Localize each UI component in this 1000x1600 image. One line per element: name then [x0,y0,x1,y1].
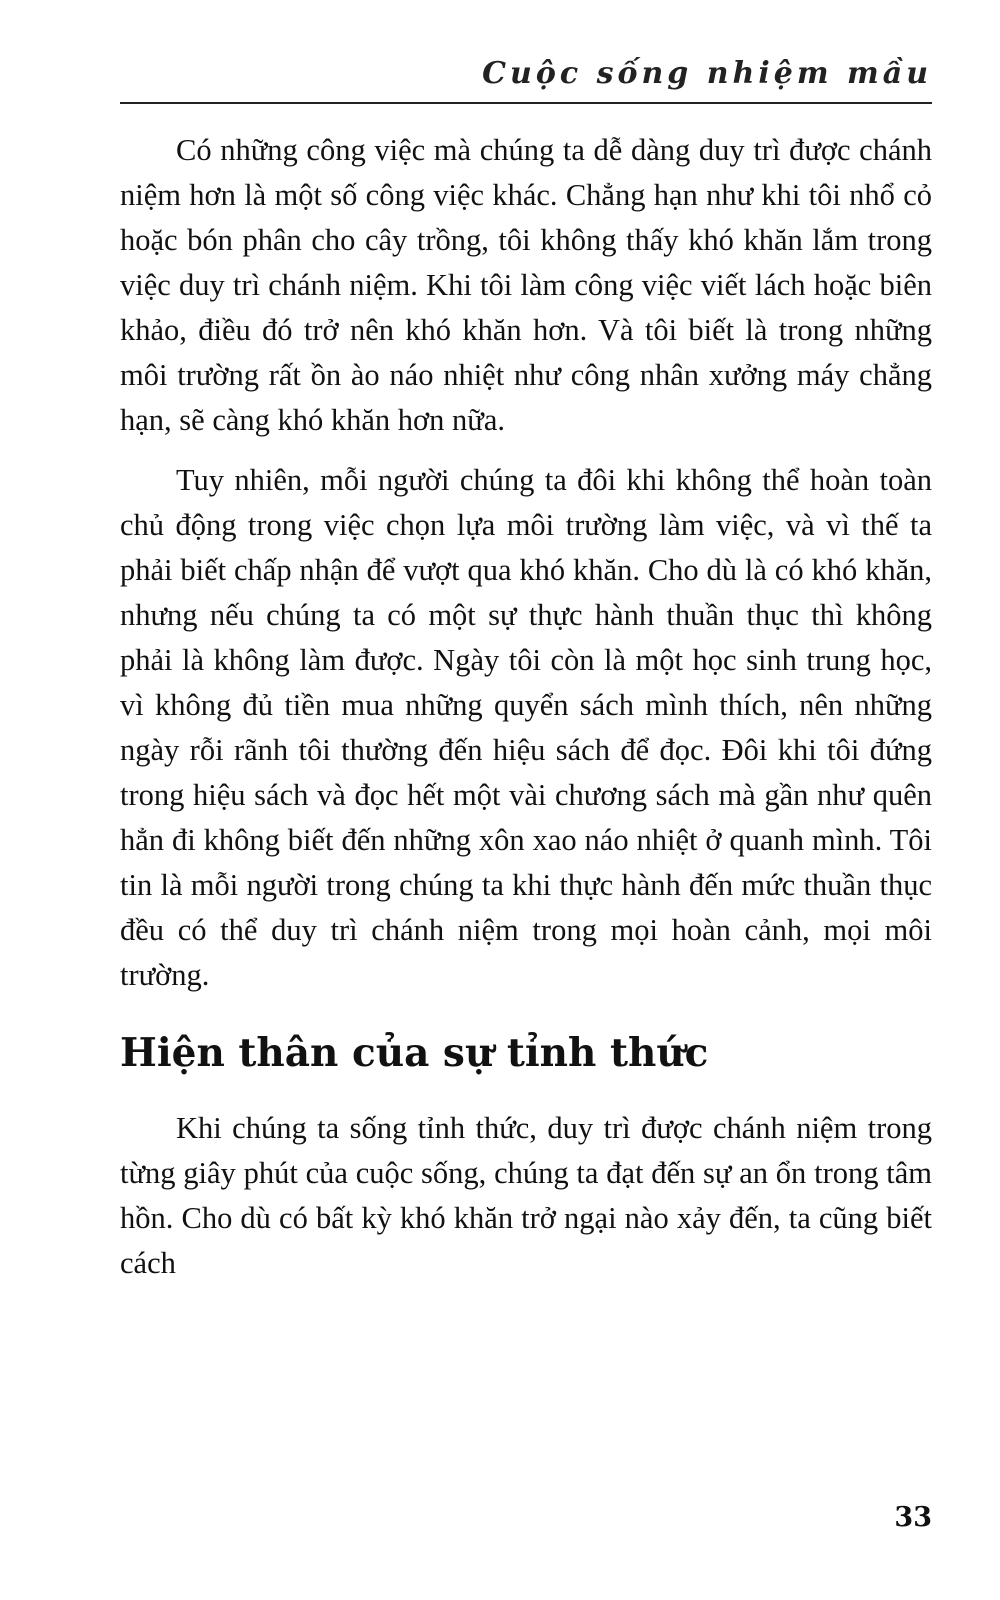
header-rule [120,102,932,104]
running-header: Cuộc sống nhiệm mầu [482,56,932,91]
section-heading: Hiện thân của sự tỉnh thức [120,1030,709,1076]
page-number: 33 [894,1502,932,1533]
paragraph: Khi chúng ta sống tỉnh thức, duy trì được chánh niệm trong từng giây phút của cuộc sống, chúng ta đạt đến sự an ổn trong tâm hồn. Cho dù có bất kỳ khó khăn trở ngại nào xảy đến, ta cũng biết cách [120,1111,932,1280]
page-body [120,128,932,1286]
book-page [120,0,932,1600]
paragraph: Có những công việc mà chúng ta dễ dàng duy trì được chánh niệm hơn là một số công việc khác. Chẳng hạn như khi tôi nhổ cỏ hoặc bón phân cho cây trồng, tôi không thấy khó khăn lắm trong việc duy trì chánh niệm. Khi tôi làm công việc viết lách hoặc biên khảo, điều đó trở nên khó khăn hơn. Và tôi biết là trong những môi trường rất ồn ào náo nhiệt như công nhân xưởng máy chẳng hạn, sẽ càng khó khăn hơn nữa. [120,133,932,437]
paragraph: Tuy nhiên, mỗi người chúng ta đôi khi không thể hoàn toàn chủ động trong việc chọn lựa môi trường làm việc, và vì thế ta phải biết chấp nhận để vượt qua khó khăn. Cho dù là có khó khăn, nhưng nếu chúng ta có một sự thực hành thuần thục thì không phải là không làm được. Ngày tôi còn là một học sinh trung học, vì không đủ tiền mua những quyển sách mình thích, nên những ngày rỗi rãnh tôi thường đến hiệu sách để đọc. Đôi khi tôi đứng trong hiệu sách và đọc hết một vài chương sách mà gần như quên hẳn đi không biết đến những xôn xao náo nhiệt ở quanh mình. Tôi tin là mỗi người trong chúng ta khi thực hành đến mức thuần thục đều có thể duy trì chánh niệm trong mọi hoàn cảnh, mọi môi trường. [120,463,932,992]
